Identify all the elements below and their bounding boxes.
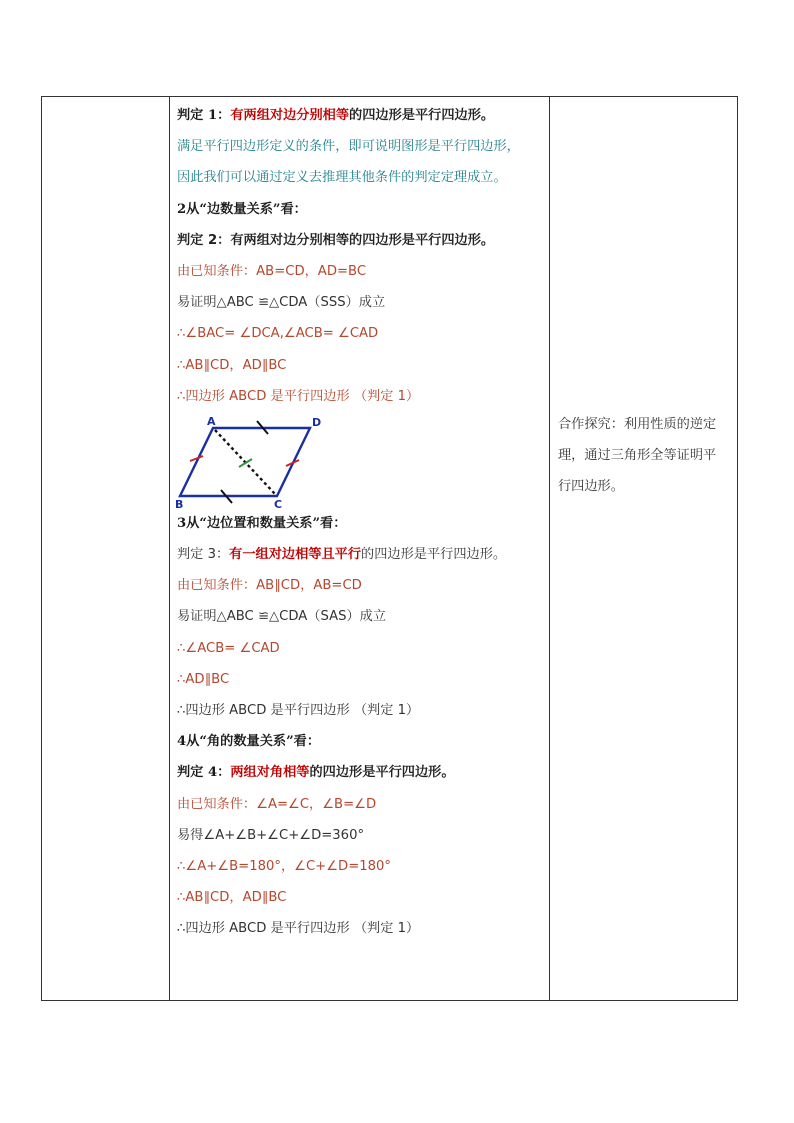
judge-4-line: 判定 4：两组对角相等的四边形是平行四边形。 (177, 765, 455, 781)
lesson-table (41, 96, 738, 1001)
conclusion-4: ∴四边形 ABCD 是平行四边形 （判定 1） (177, 921, 420, 937)
judge-2-line: 判定 2：有两组对边分别相等的四边形是平行四边形。 (177, 232, 495, 248)
diagonal-ac (215, 430, 275, 494)
given-condition-4: 由已知条件：∠A=∠C，∠B=∠D (177, 796, 377, 812)
proof-step-3b: ∴AD∥BC (177, 671, 230, 687)
vertex-label-b: B (175, 497, 184, 508)
vertex-label-a: A (207, 414, 216, 428)
definition-explanation-1: 满足平行四边形定义的条件，即可说明图形是平行四边形， (177, 139, 520, 155)
vertex-label-c: C (274, 497, 283, 508)
parallelogram-figure (175, 412, 325, 508)
proof-step-2b: ∴AB∥CD，AD∥BC (177, 357, 287, 373)
notes-column (550, 97, 737, 1000)
section-heading-4: 4从“角的数量关系”看： (177, 734, 321, 750)
conclusion-2: ∴四边形 ABCD 是平行四边形 （判定 1） (177, 388, 420, 404)
vertex-label-d: D (312, 415, 322, 429)
section-heading-3: 3从“边位置和数量关系”看： (177, 515, 347, 531)
proof-step-4a: ∴∠A+∠B=180°，∠C+∠D=180° (177, 858, 392, 874)
definition-explanation-2: 因此我们可以通过定义去推理其他条件的判定定理成立。 (177, 170, 507, 186)
angle-sum-4: 易得∠A+∠B+∠C+∠D=360° (177, 827, 365, 843)
proof-step-3a: ∴∠ACB= ∠CAD (177, 640, 280, 656)
content-column (170, 97, 550, 1000)
proof-congruence-3: 易证明△ABC ≌△CDA（SAS）成立 (177, 609, 387, 625)
given-condition-2: 由已知条件：AB=CD，AD=BC (177, 263, 367, 279)
parallelogram-diagram (177, 412, 550, 508)
judge-1-line: 判定 1：有两组对边分别相等的四边形是平行四边形。 (177, 108, 495, 123)
section-heading-2: 2从“边数量关系”看： (177, 201, 307, 217)
proof-step-4b: ∴AB∥CD，AD∥BC (177, 890, 287, 906)
conclusion-3: ∴四边形 ABCD 是平行四边形 （判定 1） (177, 703, 420, 718)
cooperative-inquiry-note: 合作探究：利用性质的逆定 理，通过三角形全等证明平 行四边形。 (558, 417, 717, 495)
proof-congruence-2: 易证明△ABC ≌△CDA（SSS）成立 (177, 295, 386, 311)
judge-3-line: 判定 3：有一组对边相等且平行的四边形是平行四边形。 (177, 547, 507, 563)
given-condition-3: 由已知条件：AB∥CD，AB=CD (177, 578, 362, 594)
proof-step-2a: ∴∠BAC= ∠DCA,∠ACB= ∠CAD (177, 326, 379, 342)
